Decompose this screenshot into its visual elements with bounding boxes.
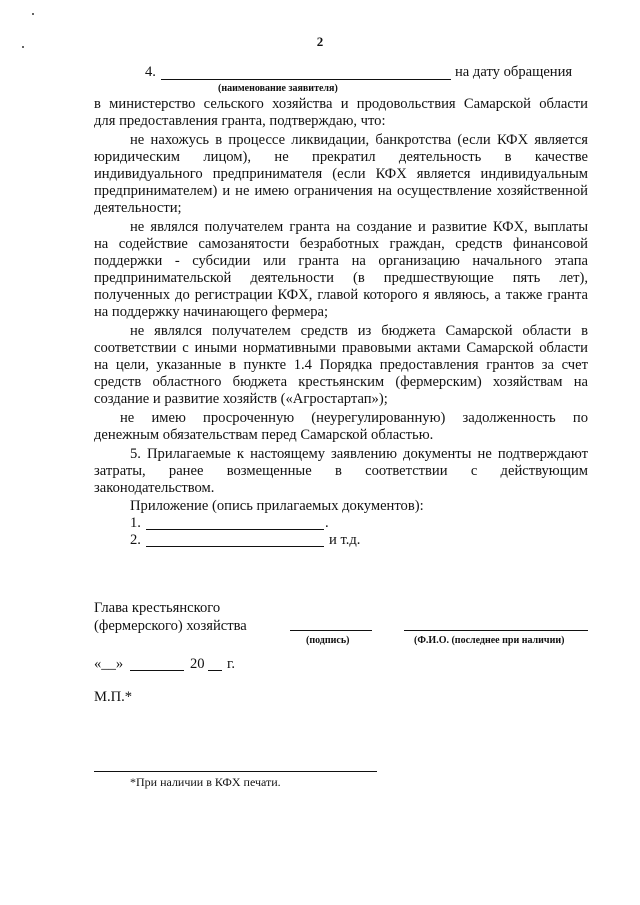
fio-caption: (Ф.И.О. (последнее при наличии) [414,635,565,646]
attachments-heading: Приложение (опись прилагаемых документов): [130,498,424,514]
signature-caption: (подпись) [306,635,350,646]
attachment-2-end: и т.д. [329,532,361,548]
stamp-place: М.П.* [94,689,133,705]
body-line: затраты, ранее возмещенные в соответствии с действующим [94,463,588,479]
body-line: не являлся получателем гранта на создание и развитие КФХ, выплаты [130,219,588,235]
attachment-1-end: . [325,515,329,531]
body-line: полученных до регистрации КФХ, главой которого я являюсь, а также гранта [94,287,588,303]
attachment-2-number: 2. [130,532,141,548]
body-line: законодательством. [94,480,215,496]
footnote-separator [94,771,377,772]
body-line: не нахожусь в процессе ликвидации, банкротства (если КФХ является [130,132,588,148]
attachment-2-field [146,546,324,547]
head-title-line1: Глава крестьянского [94,600,221,616]
head-title-line2: (фермерского) хозяйства [94,618,247,634]
scan-speck [32,13,34,15]
body-line: соответствии с иными нормативными правовыми актами Самарской области [94,340,588,356]
signature-field [290,630,372,631]
item4-suffix: на дату обращения [455,64,573,80]
applicant-name-field [161,79,451,80]
body-line: средств областного бюджета крестьянским (фермерским) хозяйствам на [94,374,588,390]
attachment-1-number: 1. [130,515,141,531]
body-line: не имею просроченную (неурегулированную) задолженность по [120,410,588,426]
date-day: «__» [94,656,124,672]
body-line: денежным обязательствам перед Самарской областью. [94,427,434,443]
date-month-field [130,670,184,671]
attachment-1-field [146,529,324,530]
body-line: индивидуального предпринимателя (если КФХ является индивидуальным [94,166,588,182]
date-suffix: г. [227,656,235,672]
page-number: 2 [316,34,324,49]
item4-number: 4. [145,64,156,80]
date-year-prefix: 20 [190,656,205,672]
body-line: поддержки - субсидии или гранта на организацию начального этапа [94,253,588,269]
body-line: на содействие самозанятости безработных граждан, средств финансовой [94,236,588,252]
date-year-field [208,670,222,671]
body-line: на цели, указанные в пункте 1.4 Порядка предоставления грантов за счет [94,357,588,373]
body-line: на поддержку начинающего фермера; [94,304,329,320]
body-line: 5. Прилагаемые к настоящему заявлению документы не подтверждают [130,446,588,462]
body-line: предпринимательской деятельности (в предшествующие пять лет), [94,270,588,286]
body-line: создание и развитие хозяйств («Агростартап»); [94,391,388,407]
applicant-name-caption: (наименование заявителя) [218,83,338,94]
fio-field [404,630,588,631]
body-line: деятельности; [94,200,182,216]
body-line: предпринимателем) и не имею ограничения на осуществление хозяйственной [94,183,588,199]
body-line: для предоставления гранта, подтверждаю, что: [94,113,386,129]
footnote: *При наличии в КФХ печати. [130,775,281,789]
body-line: в министерство сельского хозяйства и продовольствия Самарской области [94,96,588,112]
body-line: юридическим лицом), не прекратил деятельность в качестве [94,149,588,165]
scan-speck [22,46,24,48]
body-line: не являлся получателем средств из бюджета Самарской области в [130,323,588,339]
